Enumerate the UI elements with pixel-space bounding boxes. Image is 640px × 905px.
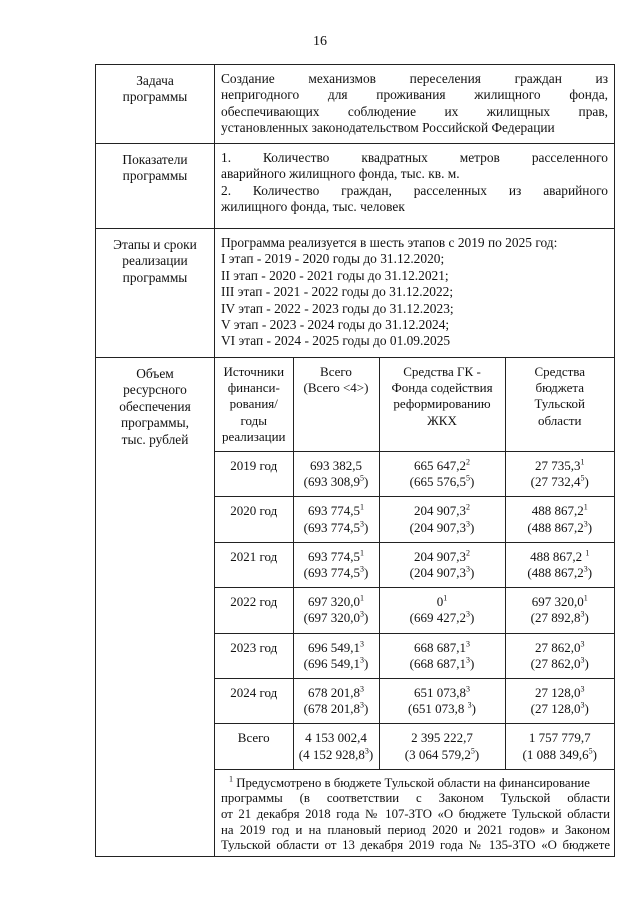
budget-amount-alt: (27 892,8$^3$) bbox=[530, 610, 589, 626]
budget-cell bbox=[505, 497, 614, 542]
footnote-row bbox=[215, 769, 614, 855]
task-value bbox=[215, 65, 615, 144]
label-line: Показатели bbox=[122, 152, 188, 167]
gk-amount-alt: (3 064 579,2$^5$) bbox=[404, 746, 480, 762]
page-number: 16 bbox=[313, 34, 327, 49]
year-label: 2023 год bbox=[230, 639, 278, 655]
gk-fund-cell bbox=[379, 497, 505, 542]
gk-amount-alt: (204 907,3$^3$) bbox=[409, 519, 475, 535]
text-line: VI этап - 2024 - 2025 годы до 01.09.2025 bbox=[221, 333, 451, 349]
gk-amount: 2 395 222,7 bbox=[411, 730, 473, 746]
gk-amount: 651 073,8$^3$ bbox=[414, 684, 470, 701]
budget-amount: 488 867,2$^1$ bbox=[531, 503, 588, 519]
budget-cell bbox=[505, 633, 614, 678]
label-line: программы bbox=[122, 89, 188, 105]
gk-amount-alt: (204 907,3$^3$) bbox=[409, 564, 475, 581]
budget-amount-alt: (488 867,2$^3$) bbox=[527, 564, 593, 581]
text-line: установленных законодательством Российской Федерации bbox=[221, 120, 555, 136]
total-amount-alt: (693 774,5$^3$) bbox=[303, 564, 369, 581]
funding-year-row bbox=[215, 724, 614, 769]
budget-cell bbox=[505, 452, 614, 497]
text-line: Создание механизмов переселения граждан из bbox=[221, 71, 608, 86]
header-line: реализации bbox=[221, 428, 286, 444]
text-line: жилищного фонда, тыс. человек bbox=[221, 199, 405, 215]
year-label: 2020 год bbox=[230, 503, 278, 519]
funding-header-row bbox=[215, 358, 614, 452]
funding-year-row bbox=[215, 633, 614, 678]
total-amount: 693 774,5$^1$ bbox=[308, 503, 364, 519]
gk-amount-alt: (669 427,2$^3$) bbox=[409, 610, 475, 626]
year-cell bbox=[215, 724, 293, 769]
header-line: годы bbox=[240, 412, 267, 428]
total-amount: 678 201,8$^3$ bbox=[308, 684, 364, 701]
budget-cell bbox=[505, 724, 614, 769]
program-passport-table bbox=[95, 64, 615, 857]
funding-year-row bbox=[215, 679, 614, 724]
header-line: Фонда содействия bbox=[391, 380, 493, 396]
header-line: ЖКХ bbox=[427, 412, 457, 428]
label-line: Этапы и сроки bbox=[113, 237, 197, 252]
funding-label bbox=[96, 358, 215, 857]
text-line: 2. Количество граждан, расселенных из аварийного bbox=[221, 182, 608, 198]
header-line: Тульской bbox=[534, 396, 586, 412]
total-cell bbox=[293, 679, 379, 724]
text-line: Программа реализуется в шесть этапов с 2019 по 2025 год: bbox=[221, 235, 558, 250]
total-amount-alt: (4 152 928,8$^3$) bbox=[298, 746, 374, 762]
footnote-marker: 1 bbox=[229, 774, 233, 784]
gk-amount: 668 687,1$^3$ bbox=[414, 639, 470, 655]
footnote-line bbox=[221, 776, 610, 792]
total-amount: 4 153 002,4 bbox=[305, 730, 367, 746]
label-line: Задача bbox=[136, 73, 174, 88]
budget-amount: 697 320,0$^1$ bbox=[531, 593, 588, 610]
stages-label bbox=[96, 229, 215, 358]
gk-amount: 665 647,2$^2$ bbox=[414, 457, 470, 474]
header-line: рования/ bbox=[229, 396, 278, 412]
total-amount-alt: (678 201,8$^3$) bbox=[303, 700, 369, 717]
funding-year-row bbox=[215, 588, 614, 633]
text-line: аварийного жилищного фонда, тыс. кв. м. bbox=[221, 166, 460, 182]
header-line: Средства ГК - bbox=[403, 364, 481, 379]
text-line: III этап - 2021 - 2022 годы до 31.12.2022; bbox=[221, 284, 454, 300]
budget-amount-alt: (488 867,2$^3$) bbox=[527, 519, 593, 535]
total-amount-alt: (693 774,5$^3$) bbox=[303, 519, 369, 535]
total-cell bbox=[293, 542, 379, 587]
text-line: 1. Количество квадратных метров расселенного bbox=[221, 150, 608, 165]
budget-amount-alt: (27 862,0$^3$) bbox=[530, 655, 589, 671]
budget-cell bbox=[505, 588, 614, 633]
footnote-text: Предусмотрено в бюджете Тульской области на финансирование bbox=[236, 775, 590, 790]
header-line: бюджета bbox=[535, 380, 584, 396]
budget-amount-alt: (27 732,4$^5$) bbox=[530, 473, 589, 490]
budget-amount: 488 867,2 $^1$ bbox=[530, 548, 590, 564]
year-cell bbox=[215, 452, 293, 497]
header-total bbox=[293, 358, 379, 452]
year-cell bbox=[215, 588, 293, 633]
total-amount-alt: (696 549,1$^3$) bbox=[303, 655, 369, 671]
year-label: 2019 год bbox=[230, 458, 278, 474]
row-funding bbox=[96, 358, 615, 857]
header-source bbox=[215, 358, 293, 452]
funding-year-row bbox=[215, 542, 614, 587]
header-gk-fund bbox=[379, 358, 505, 452]
stages-value bbox=[215, 229, 615, 358]
label-line: ресурсного bbox=[123, 382, 187, 398]
gk-amount-alt: (665 576,5$^5$) bbox=[409, 473, 475, 490]
year-label: 2024 год bbox=[230, 685, 278, 701]
label-line: программы, bbox=[121, 415, 189, 431]
text-line: V этап - 2023 - 2024 годы до 31.12.2024; bbox=[221, 317, 450, 333]
header-line: (Всего <4>) bbox=[303, 380, 369, 396]
year-label: 2021 год bbox=[230, 548, 278, 564]
gk-amount: 204 907,3$^2$ bbox=[414, 548, 470, 564]
gk-fund-cell bbox=[379, 588, 505, 633]
footnote-line: программы (в соответствии с Законом Тульской области bbox=[221, 791, 610, 806]
gk-fund-cell bbox=[379, 633, 505, 678]
budget-amount: 27 128,0$^3$ bbox=[535, 684, 585, 701]
year-cell bbox=[215, 497, 293, 542]
text-line: обеспечивающих соблюдение их жилищных прав, bbox=[221, 103, 608, 119]
text-line: I этап - 2019 - 2020 годы до 31.12.2020; bbox=[221, 251, 445, 267]
budget-amount: 27 735,3$^1$ bbox=[535, 457, 585, 474]
row-task bbox=[96, 65, 615, 144]
gk-fund-cell bbox=[379, 452, 505, 497]
footnote-line: от 21 декабря 2018 года № 107-ЗТО «О бюджете Тульской области bbox=[221, 807, 610, 822]
budget-amount-alt: (27 128,0$^3$) bbox=[530, 700, 589, 717]
gk-amount-alt: (668 687,1$^3$) bbox=[409, 655, 475, 671]
indicators-label bbox=[96, 144, 215, 229]
funding-year-row bbox=[215, 452, 614, 497]
budget-amount: 27 862,0$^3$ bbox=[535, 639, 585, 655]
budget-amount-alt: (1 088 349,6$^5$) bbox=[522, 746, 597, 762]
header-line: реформированию bbox=[393, 396, 491, 412]
gk-amount: $0^1$ bbox=[436, 593, 448, 610]
total-amount: 693 774,5$^1$ bbox=[308, 548, 364, 564]
indicators-value bbox=[215, 144, 615, 229]
text-line: II этап - 2020 - 2021 годы до 31.12.2021; bbox=[221, 267, 449, 283]
footnote-line: Тульской области от 13 декабря 2019 года № 135-ЗТО «О бюджете bbox=[221, 838, 610, 853]
total-cell bbox=[293, 452, 379, 497]
gk-fund-cell bbox=[379, 724, 505, 769]
row-indicators bbox=[96, 144, 615, 229]
total-cell bbox=[293, 633, 379, 678]
header-line: Всего bbox=[320, 364, 352, 379]
label-line: обеспечения bbox=[119, 398, 191, 414]
text-line: непригодного для проживания жилищного фонда, bbox=[221, 87, 608, 103]
budget-cell bbox=[505, 679, 614, 724]
header-line: Средства bbox=[534, 364, 586, 379]
gk-amount: 204 907,3$^2$ bbox=[414, 503, 470, 519]
total-amount-alt: (693 308,9$^5$) bbox=[303, 473, 369, 490]
gk-fund-cell bbox=[379, 542, 505, 587]
gk-fund-cell bbox=[379, 679, 505, 724]
budget-amount: 1 757 779,7 bbox=[528, 730, 591, 746]
footnote-line: на 2019 год и на плановый период 2020 и 2021 годов» и Законом bbox=[221, 822, 610, 837]
header-line: области bbox=[538, 412, 582, 428]
year-label: 2022 год bbox=[230, 594, 278, 610]
total-amount: 693 382,5 bbox=[310, 458, 362, 474]
funding-value bbox=[215, 358, 615, 857]
funding-table bbox=[215, 358, 614, 856]
header-regional-budget bbox=[505, 358, 614, 452]
header-line: Источники bbox=[223, 364, 285, 379]
total-cell bbox=[293, 588, 379, 633]
total-amount-alt: (697 320,0$^3$) bbox=[303, 610, 369, 626]
text-line: IV этап - 2022 - 2023 годы до 31.12.2023; bbox=[221, 300, 454, 316]
total-cell bbox=[293, 724, 379, 769]
label-line: программы bbox=[122, 269, 188, 285]
label-line: тыс. рублей bbox=[121, 431, 189, 447]
year-label: Всего bbox=[237, 730, 270, 746]
year-cell bbox=[215, 542, 293, 587]
total-cell bbox=[293, 497, 379, 542]
year-cell bbox=[215, 633, 293, 678]
task-label bbox=[96, 65, 215, 144]
row-stages bbox=[96, 229, 615, 358]
total-amount: 697 320,0$^1$ bbox=[308, 593, 364, 610]
gk-amount-alt: (651 073,8 $^3$) bbox=[408, 700, 476, 717]
total-amount: 696 549,1$^3$ bbox=[308, 639, 364, 655]
label-line: Объем bbox=[136, 366, 174, 381]
label-line: программы bbox=[122, 168, 188, 184]
year-cell bbox=[215, 679, 293, 724]
budget-cell bbox=[505, 542, 614, 587]
funding-year-row bbox=[215, 497, 614, 542]
header-line: финанси- bbox=[227, 380, 280, 396]
footnote bbox=[215, 769, 614, 855]
label-line: реализации bbox=[122, 253, 188, 269]
